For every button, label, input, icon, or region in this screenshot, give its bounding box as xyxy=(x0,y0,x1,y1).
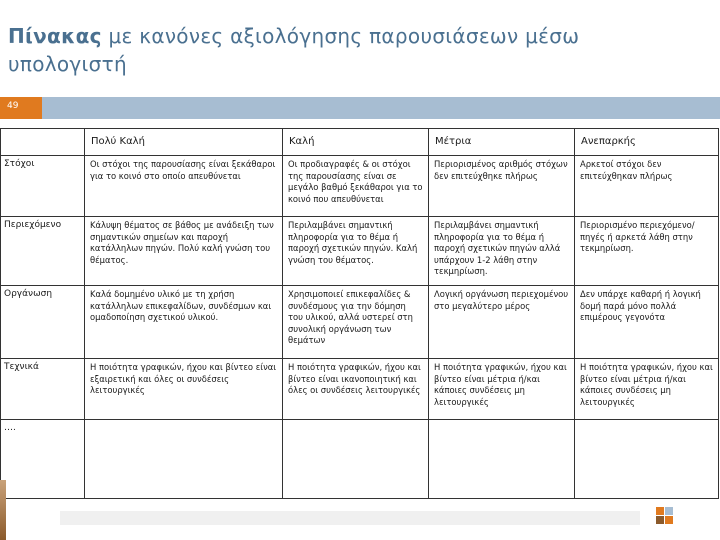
table-cell: Κάλυψη θέματος σε βάθος με ανάδειξη των σημαντικών σημείων και παροχή κατάλληλων πηγών. Πολύ καλή γνώση του θέματος. xyxy=(85,217,283,286)
row-label: Περιεχόμενο xyxy=(1,217,85,286)
table-row xyxy=(1,420,719,499)
table-row xyxy=(1,286,719,359)
slide-number-box xyxy=(0,97,42,119)
table-cell: Η ποιότητα γραφικών, ήχου και βίντεο είναι μέτρια ή/και κάποιες συνδέσεις μη λειτουργικές xyxy=(429,359,575,420)
header-band xyxy=(0,97,720,119)
table-cell: Η ποιότητα γραφικών, ήχου και βίντεο είναι εξαιρετική και όλες οι συνδέσεις λειτουργικές xyxy=(85,359,283,420)
table-cell: Αρκετοί στόχοι δεν επιτεύχθηκαν πλήρως xyxy=(575,156,719,217)
row-label: Τεχνικά xyxy=(1,359,85,420)
table-cell xyxy=(429,420,575,499)
slide-number: 49 xyxy=(7,101,19,111)
table-cell xyxy=(85,420,283,499)
table-cell: Λογική οργάνωση περιεχομένου στο μεγαλύτερο μέρος xyxy=(429,286,575,359)
table-cell: Περιλαμβάνει σημαντική πληροφορία για το θέμα ή παροχή σχετικών πηγών. Καλή γνώση του θέματος. xyxy=(283,217,429,286)
table-cell: Χρησιμοποιεί επικεφαλίδες & συνδέσμους για την δόμηση του υλικού, αλλά υστερεί στη συνολική οργάνωση των θεμάτων xyxy=(283,286,429,359)
table-cell: Περιλαμβάνει σημαντική πληροφορία για το θέμα ή παροχή σχετικών πηγών αλλά υπάρχουν 1-2 λάθη στην τεκμηρίωση. xyxy=(429,217,575,286)
table-row xyxy=(1,359,719,420)
decorative-square xyxy=(665,516,673,524)
title-rest: με κανόνες αξιολόγησης παρουσιάσεων μέσω υπολογιστή xyxy=(8,24,580,76)
table-cell: Η ποιότητα γραφικών, ήχου και βίντεο είναι ικανοποιητική και όλες οι συνδέσεις λειτουργικές xyxy=(283,359,429,420)
table-cell: Δεν υπάρχε καθαρή ή λογική δομή παρά μόνο πολλά επιμέρους γεγονότα xyxy=(575,286,719,359)
header-band-bar xyxy=(42,97,720,119)
table-cell: Οι στόχοι της παρουσίασης είναι ξεκάθαροι για το κοινό στο οποίο απευθύνεται xyxy=(85,156,283,217)
table-cell xyxy=(575,420,719,499)
rubric-table xyxy=(0,128,719,499)
header-cell-very-good: Πολύ Καλή xyxy=(85,129,283,156)
header-cell-fair: Μέτρια xyxy=(429,129,575,156)
header-cell-empty xyxy=(1,129,85,156)
table-row xyxy=(1,217,719,286)
row-label: Στόχοι xyxy=(1,156,85,217)
table-cell: Περιορισμένος αριθμός στόχων δεν επιτεύχθηκε πλήρως xyxy=(429,156,575,217)
header-cell-good: Καλή xyxy=(283,129,429,156)
row-label: Οργάνωση xyxy=(1,286,85,359)
decorative-stripe xyxy=(0,480,6,540)
table-cell: Καλά δομημένο υλικό με τη χρήση κατάλληλων επικεφαλίδων, συνδέσμων και ομαδοποίηση σχετικού υλικού. xyxy=(85,286,283,359)
table-header-row xyxy=(1,129,719,156)
title-bold: Πίνακας xyxy=(8,24,102,48)
table-cell: Οι προδιαγραφές & οι στόχοι της παρουσίασης είναι σε μεγάλο βαθμό ξεκάθαροι για το κοινό που απευθύνεται xyxy=(283,156,429,217)
table-cell: Περιορισμένο περιεχόμενο/πηγές ή αρκετά λάθη στην τεκμηρίωση. xyxy=(575,217,719,286)
table-cell xyxy=(283,420,429,499)
row-label: …. xyxy=(1,420,85,499)
table-row xyxy=(1,156,719,217)
decorative-square xyxy=(656,516,664,524)
decorative-square xyxy=(656,507,664,515)
decorative-square xyxy=(665,507,673,515)
table-cell: Η ποιότητα γραφικών, ήχου και βίντεο είναι μέτρια ή/και κάποιες συνδέσεις μη λειτουργικές xyxy=(575,359,719,420)
footer-bar xyxy=(60,511,640,525)
header-cell-poor: Ανεπαρκής xyxy=(575,129,719,156)
page-title xyxy=(8,22,668,78)
